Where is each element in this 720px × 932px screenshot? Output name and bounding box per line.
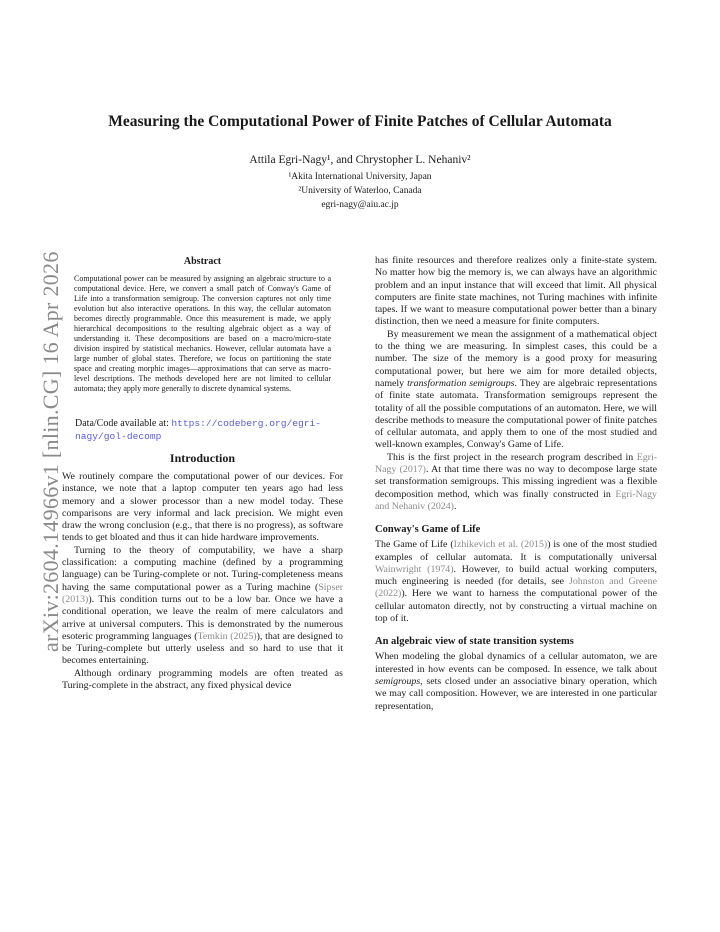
intro-paragraph-3: Although ordinary programming models are often treated as Turing-complete in the abstract, any fixed physical device	[62, 667, 343, 692]
text-run: ). This condition turns out to be a low bar. Once we have a conditional operation, we leave the realm of mere calculators and arrive at universal computers. This is demonstrated by the numerous esoteric programming languages (	[62, 593, 343, 642]
text-run: . They are algebraic representations of finite state automata. Transformation semigroups represent the totality of all the possible computations of an automaton. Here, we will describe methods to measure the computational power of finite patches of cellular automata, and apply them to one of the most studied and well-known examples, Conway's Game of Life.	[375, 377, 658, 451]
data-code-link[interactable]: https://codeberg.org/egri-nagy/gol-decomp	[75, 418, 322, 442]
citation-sipser[interactable]: Sipser (2013)	[62, 581, 343, 605]
intro-paragraph-1: We routinely compare the computational power of our devices. For instance, we note that a laptop computer ten years ago had less memory and a slower processor than a new model today. These comparisons are very informal and lack precision. We might even draw the wrong conclusion (e.g., that there is no progress), as software tends to get bloated and thus it can hide hardware improvements.	[62, 471, 343, 544]
text-run: , sets closed under an associative binary operation, which we may call composition. However, we are interested in one particular representation,	[375, 675, 657, 712]
contact-email: egri-nagy@aiu.ac.jp	[321, 200, 399, 210]
arxiv-identifier: arXiv:2604.14966v1 [nlin.CG] 16 Apr 2026	[38, 251, 63, 652]
citation-temkin[interactable]: Temkin (2025)	[197, 630, 257, 642]
body-paragraph-2	[375, 329, 657, 452]
game-of-life-heading: Conway's Game of Life	[375, 524, 481, 536]
text-run: ). Here we want to harness the computational power of the cellular automaton directly, not by constructing a virtual machine on top of it.	[375, 588, 657, 625]
text-run: .	[453, 500, 457, 512]
authors: Attila Egri-Nagy¹, and Chrystopher L. Nehaniv²	[249, 154, 471, 166]
citation-egri-nagy-2017[interactable]: Egri-Nagy (2017)	[375, 451, 657, 476]
text-run: This is the first project in the research program described in	[387, 451, 637, 463]
abstract-heading: Abstract	[183, 256, 222, 267]
right-column	[375, 255, 657, 713]
citation-wainwright[interactable]: Wainwright (1974)	[375, 563, 454, 575]
affiliation-2: ²University of Waterloo, Canada	[298, 186, 422, 196]
affiliation-1: ¹Akita International University, Japan	[288, 172, 432, 182]
algebraic-view-paragraph	[375, 651, 657, 712]
paper-title: Measuring the Computational Power of Finite Patches of Cellular Automata	[108, 113, 612, 130]
data-code-label: Data/Code available at:	[75, 418, 169, 429]
introduction-heading: Introduction	[169, 451, 236, 465]
text-run: . At that time there was no way to decompose large state set transformation semigroups. This missing ingredient was a flexible decomposition method, which was finally constructed in	[375, 464, 657, 500]
abstract-text: Computational power can be measured by assigning an algebraic structure to a computational device. Here, we convert a small patch of Conway's Game of Life into a transformation semigroup. The conversion captures not only time evolution but also interactive operations. In this way, the cellular automaton becomes directly programmable. Once this measurement is made, we apply hierarchical decompositions to the resulting algebraic object as a way of understanding it. These decompositions are based on a macro/micro-state division inspired by statistical mechanics. However, cellular automata have a large number of global states. Therefore, we focus on partitioning the state space and creating morphic images—approximations that can serve as macro-level descriptions. The methods developed here are not limited to cellular automata; they apply more generally to discrete dynamical systems.	[74, 274, 331, 393]
text-run: By measurement we mean the assignment of a mathematical object to the thing we are measuring. In simplest cases, this could be a number. The size of the memory is a good proxy for measuring computational power, but here we aim for more detailed objects, namely	[375, 328, 657, 389]
citation-izhikevich[interactable]: Izhikevich et al. (2015)	[453, 539, 548, 551]
data-code-note	[62, 418, 343, 443]
algebraic-view-heading: An algebraic view of state transition systems	[375, 636, 574, 648]
left-column	[62, 256, 343, 692]
game-of-life-paragraph	[375, 539, 657, 625]
text-run: ) is one of the most studied examples of cellular automata. It is computationally universal	[375, 539, 657, 563]
body-paragraph-1: has finite resources and therefore realizes only a finite-state system. No matter how big the memory is, we can always have an algorithmic problem and an input instance that will exceed that limit. All physical computers are finite state machines, not Turing machines with infinite tapes. If we want to measure computational power better than a binary distinction, then we need a measure for finite computers.	[375, 255, 657, 328]
citation-johnston-greene[interactable]: Johnston and Greene (2022)	[375, 576, 657, 600]
text-run: When modeling the global dynamics of a cellular automaton, we are interested in how events can be composed. In essence, we talk about	[375, 651, 657, 675]
body-paragraph-3	[375, 452, 657, 513]
text-run: ), that are designed to be Turing-complete but utterly useless and so hard to use that it becomes entertaining.	[62, 630, 343, 667]
emphasis: transformation semigroups	[407, 377, 515, 389]
text-run: The Game of Life (	[375, 539, 454, 551]
text-run: . However, to build actual working computers, much engineering is needed (for details, see	[375, 563, 658, 588]
citation-egri-nagy-nehaniv-2024[interactable]: Egri-Nagy and Nehaniv (2024)	[375, 488, 657, 512]
emphasis: semigroups	[375, 675, 421, 687]
text-run: Turning to the theory of computability, we have a sharp classification: a computing machine (defined by a programming language) can be Turing-complete or not. Turing-completeness means having the same computational power as a Turing machine (	[62, 544, 343, 593]
intro-paragraph-2	[62, 545, 343, 668]
